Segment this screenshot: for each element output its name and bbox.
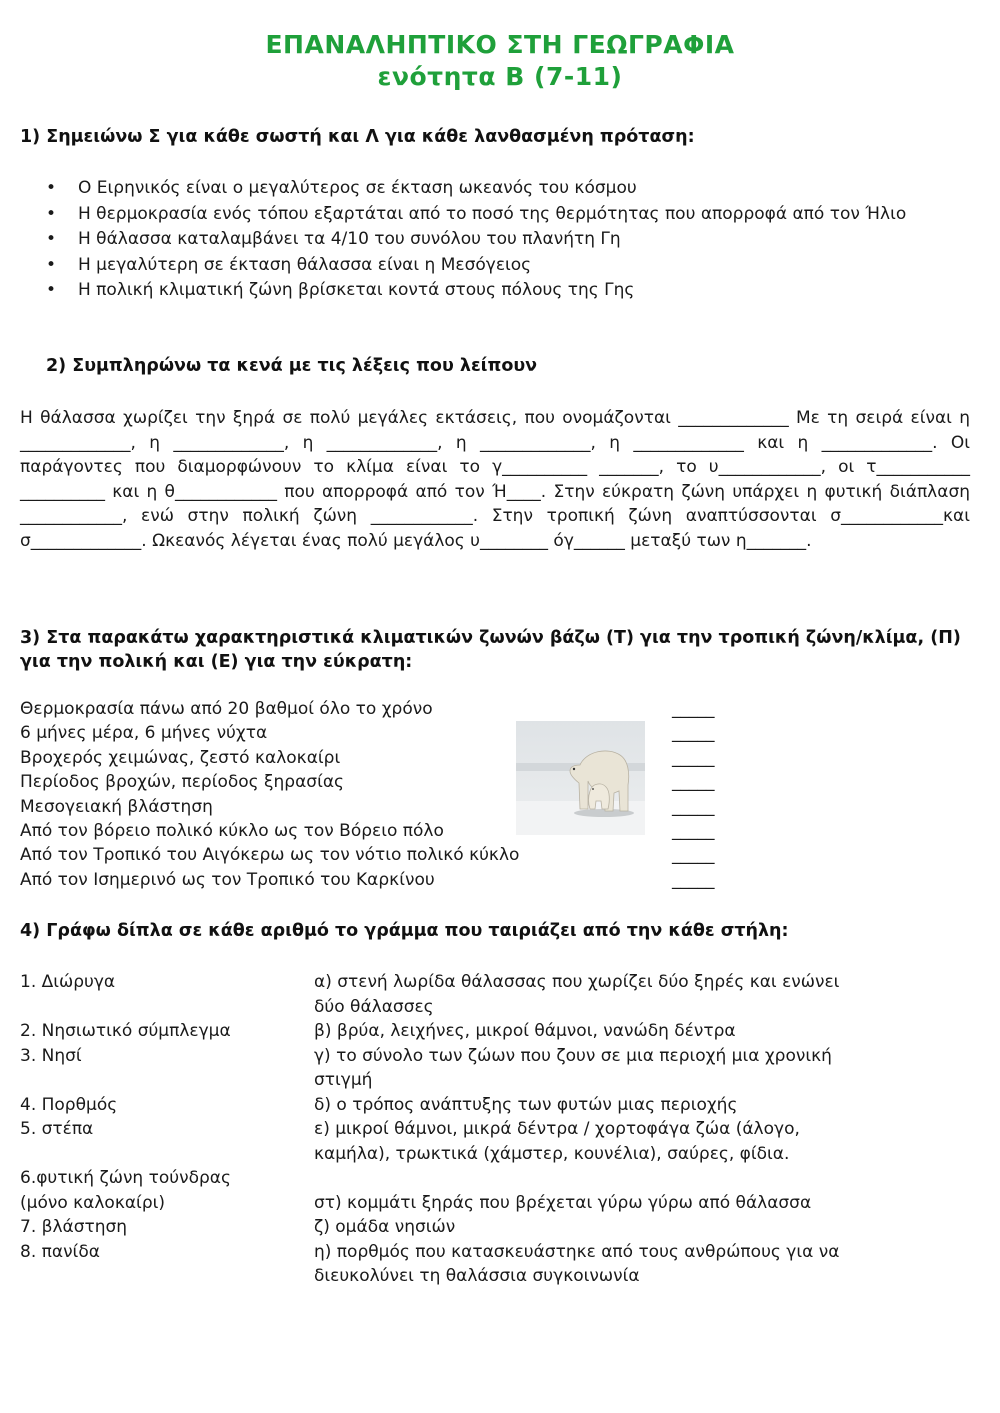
section3-heading: 3) Στα παρακάτω χαρακτηριστικά κλιματικών ζωνών βάζω (Τ) για την τροπική ζώνη/κλίμα, (Π) για την πολική και (Ε) για την εύκρατη: [20, 628, 961, 672]
match-right-item: ε) μικροί θάμνοι, μικρά δέντρα / χορτοφάγα ζώα (άλογο, [314, 1119, 800, 1139]
list-item: • Η θερμοκρασία ενός τόπου εξαρτάται από το ποσό της θερμότητας που απορροφά από τον Ήλιο [45, 202, 970, 228]
match-left-item: 1. Διώρυγα [20, 972, 116, 992]
list-item: Περίοδος βροχών, περίοδος ξηρασίας [20, 772, 345, 793]
page-title: ΕΠΑΝΑΛΗΠΤΙΚΟ ΣΤΗ ΓΕΩΓΡΑΦΙΑ [265, 30, 735, 59]
section1-list [45, 176, 970, 304]
list-item: Από τον Τροπικό του Αιγόκερω ως τον νότιο πολικό κύκλο [20, 845, 520, 866]
match-left-item: 5. στέπα [20, 1119, 94, 1139]
match-left-item [20, 995, 310, 1020]
match-right-item: β) βρύα, λειχήνες, μικροί θάμνοι, νανώδη δέντρα [314, 1021, 736, 1041]
answer-blank[interactable]: _____ [672, 699, 715, 719]
match-left-item: 8. πανίδα [20, 1241, 100, 1262]
match-right-item [314, 1166, 964, 1191]
match-right-item: στιγμή [314, 1070, 373, 1090]
match-left-column [20, 970, 310, 1289]
answer-blank[interactable]: _____ [672, 820, 715, 841]
list-item: • Η μεγαλύτερη σε έκταση θάλασσα είναι η Μεσόγειος [45, 253, 970, 279]
match-right-item: α) στενή λωρίδα θάλασσας που χωρίζει δύο ξηρές και ενώνει [314, 972, 840, 992]
list-item: • Η πολική κλιματική ζώνη βρίσκεται κοντά στους πόλους της Γης [45, 278, 970, 304]
match-left-item: 7. βλάστηση [20, 1217, 128, 1237]
match-right-item: γ) το σύνολο των ζώων που ζουν σε μια περιοχή μια χρονική [314, 1045, 832, 1066]
section1-heading: 1) Σημειώνω Σ για κάθε σωστή και Λ για κάθε λανθασμένη πρόταση: [20, 127, 695, 147]
fill-in-paragraph: Η θάλασσα χωρίζει την ξηρά σε πολύ μεγάλες εκτάσεις, που ονομάζονται _____________ Με τη σειρά είναι η _____________, η _____________, η _____________, η _____________, η _____________ και η _____________. Οι παράγοντες που διαμορφώνουν το κλίμα είναι το γ__________ _______, το υ____________, οι τ___________ __________ και η θ____________ που απορροφά από τον Ή____. Στην εύκρατη ζώνη υπάρχει η φυτική διάπλαση ____________, ενώ στην πολική ζώνη ____________. Στην τροπική ζώνη αναπτύσσονται σ____________και σ_____________. Ωκεανός λέγεται ένας πολύ μεγάλος υ________ όγ______ μεταξύ των η_______. [20, 408, 970, 551]
climate-characteristics-list [20, 697, 520, 892]
answer-blank[interactable]: _____ [672, 845, 715, 866]
match-right-item: καμήλα), τρωκτικά (χάμστερ, κουνέλια), σαύρες, φίδια. [314, 1143, 790, 1164]
answer-blank[interactable]: _____ [672, 796, 715, 817]
match-left-item [20, 1142, 310, 1167]
list-item: Βροχερός χειμώνας, ζεστό καλοκαίρι [20, 747, 341, 768]
match-right-item: δ) ο τρόπος ανάπτυξης των φυτών μιας περιοχής [314, 1094, 738, 1115]
answer-blank[interactable]: _____ [672, 723, 715, 744]
match-left-item [20, 1264, 310, 1289]
match-left-item: 3. Νησί [20, 1045, 82, 1066]
section2-heading: 2) Συμπληρώνω τα κενά με τις λέξεις που λείπουν [46, 356, 538, 376]
list-item: Από τον βόρειο πολικό κύκλο ως τον Βόρειο πόλο [20, 820, 444, 841]
match-right-item: ζ) ομάδα νησιών [314, 1217, 456, 1237]
list-item: • Η θάλασσα καταλαμβάνει τα 4/10 του συνόλου του πλανήτη Γη [45, 227, 970, 253]
match-right-item: διευκολύνει τη θαλάσσια συγκοινωνία [314, 1266, 640, 1286]
answer-blank[interactable]: _____ [672, 747, 715, 768]
match-left-item: 4. Πορθμός [20, 1094, 118, 1115]
answer-blanks [672, 697, 722, 892]
match-left-item: 6.φυτική ζώνη τούνδρας [20, 1168, 231, 1188]
match-right-item: στ) κομμάτι ξηράς που βρέχεται γύρω γύρω από θάλασσα [314, 1192, 812, 1213]
answer-blank[interactable]: _____ [672, 772, 715, 793]
list-item: Από τον Ισημερινό ως τον Τροπικό του Καρκίνου [20, 869, 435, 890]
match-left-item: (μόνο καλοκαίρι) [20, 1192, 165, 1213]
polar-bear-photo-icon [516, 721, 645, 835]
match-left-item [20, 1068, 310, 1093]
page-subtitle: ενότητα Β (7-11) [377, 62, 623, 91]
match-left-item: 2. Νησιωτικό σύμπλεγμα [20, 1021, 231, 1041]
answer-blank[interactable]: _____ [672, 869, 715, 890]
list-item: 6 μήνες μέρα, 6 μήνες νύχτα [20, 723, 268, 744]
list-item: • Ο Ειρηνικός είναι ο μεγαλύτερος σε έκταση ωκεανός του κόσμου [45, 176, 970, 202]
section4-heading: 4) Γράφω δίπλα σε κάθε αριθμό το γράμμα που ταιριάζει από την κάθε στήλη: [20, 921, 789, 941]
match-right-item: η) πορθμός που κατασκευάστηκε από τους ανθρώπους για να [314, 1241, 840, 1262]
match-right-column [314, 970, 964, 1289]
list-item: Θερμοκρασία πάνω από 20 βαθμοί όλο το χρόνο [20, 699, 433, 719]
match-right-item: δύο θάλασσες [314, 996, 434, 1017]
list-item: Μεσογειακή βλάστηση [20, 796, 213, 817]
